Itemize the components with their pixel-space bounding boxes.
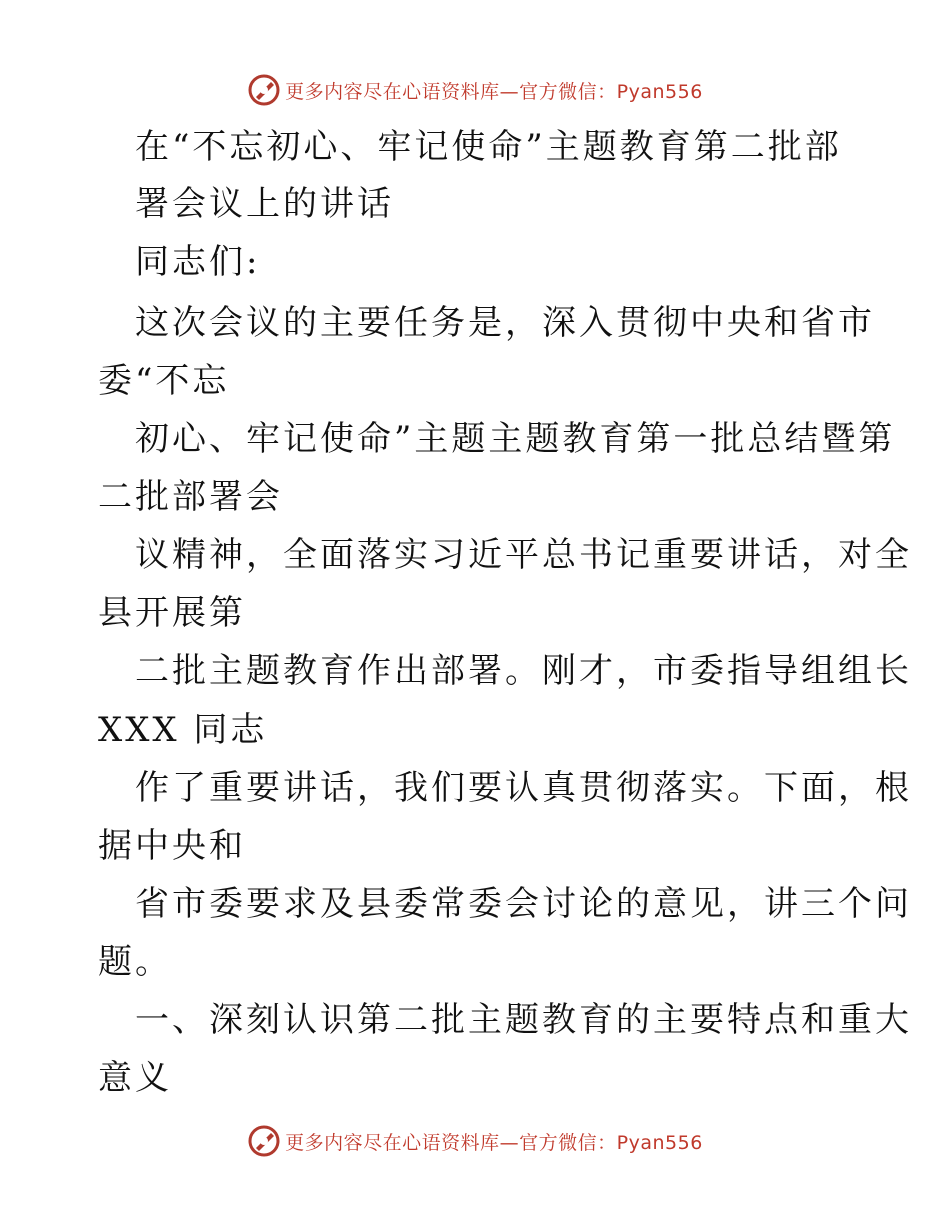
footer-banner-text: 更多内容尽在心语资料库—官方微信：Pyan556 <box>285 1131 703 1154</box>
paragraph-line: 据中央和 <box>98 826 246 866</box>
section-heading-line: 一、深刻认识第二批主题教育的主要特点和重大 <box>135 1000 912 1040</box>
section-heading-line: 意义 <box>98 1058 172 1098</box>
paragraph-line: 初心、牢记使命”主题主题教育第一批总结暨第 <box>135 419 896 459</box>
paragraph-line: 议精神，全面落实习近平总书记重要讲话，对全 <box>135 535 912 575</box>
paragraph-line: XXX 同志 <box>98 710 268 750</box>
salutation: 同志们: <box>135 242 261 282</box>
pen-logo-icon <box>247 1124 281 1158</box>
paragraph-line: 县开展第 <box>98 593 246 633</box>
paragraph-line: 二批部署会 <box>98 477 283 517</box>
paragraph-line: 省市委要求及县委常委会讨论的意见，讲三个问 <box>135 884 912 924</box>
pen-logo-icon <box>247 73 281 107</box>
paragraph-line: 题。 <box>98 942 172 982</box>
header-banner-text: 更多内容尽在心语资料库—官方微信：Pyan556 <box>285 80 703 103</box>
document-title-line-2: 署会议上的讲话 <box>135 184 394 224</box>
paragraph-line: 这次会议的主要任务是，深入贯彻中央和省市 <box>135 303 875 343</box>
footer-watermark-banner <box>0 1121 950 1161</box>
paragraph-line: 委“不忘 <box>98 361 230 401</box>
header-watermark-banner <box>0 70 950 110</box>
paragraph-line: 作了重要讲话，我们要认真贯彻落实。下面，根 <box>135 768 912 808</box>
paragraph-line: 二批主题教育作出部署。刚才，市委指导组组长 <box>135 651 912 691</box>
document-title-line-1: 在“不忘初心、牢记使命”主题教育第二批部 <box>135 127 842 167</box>
